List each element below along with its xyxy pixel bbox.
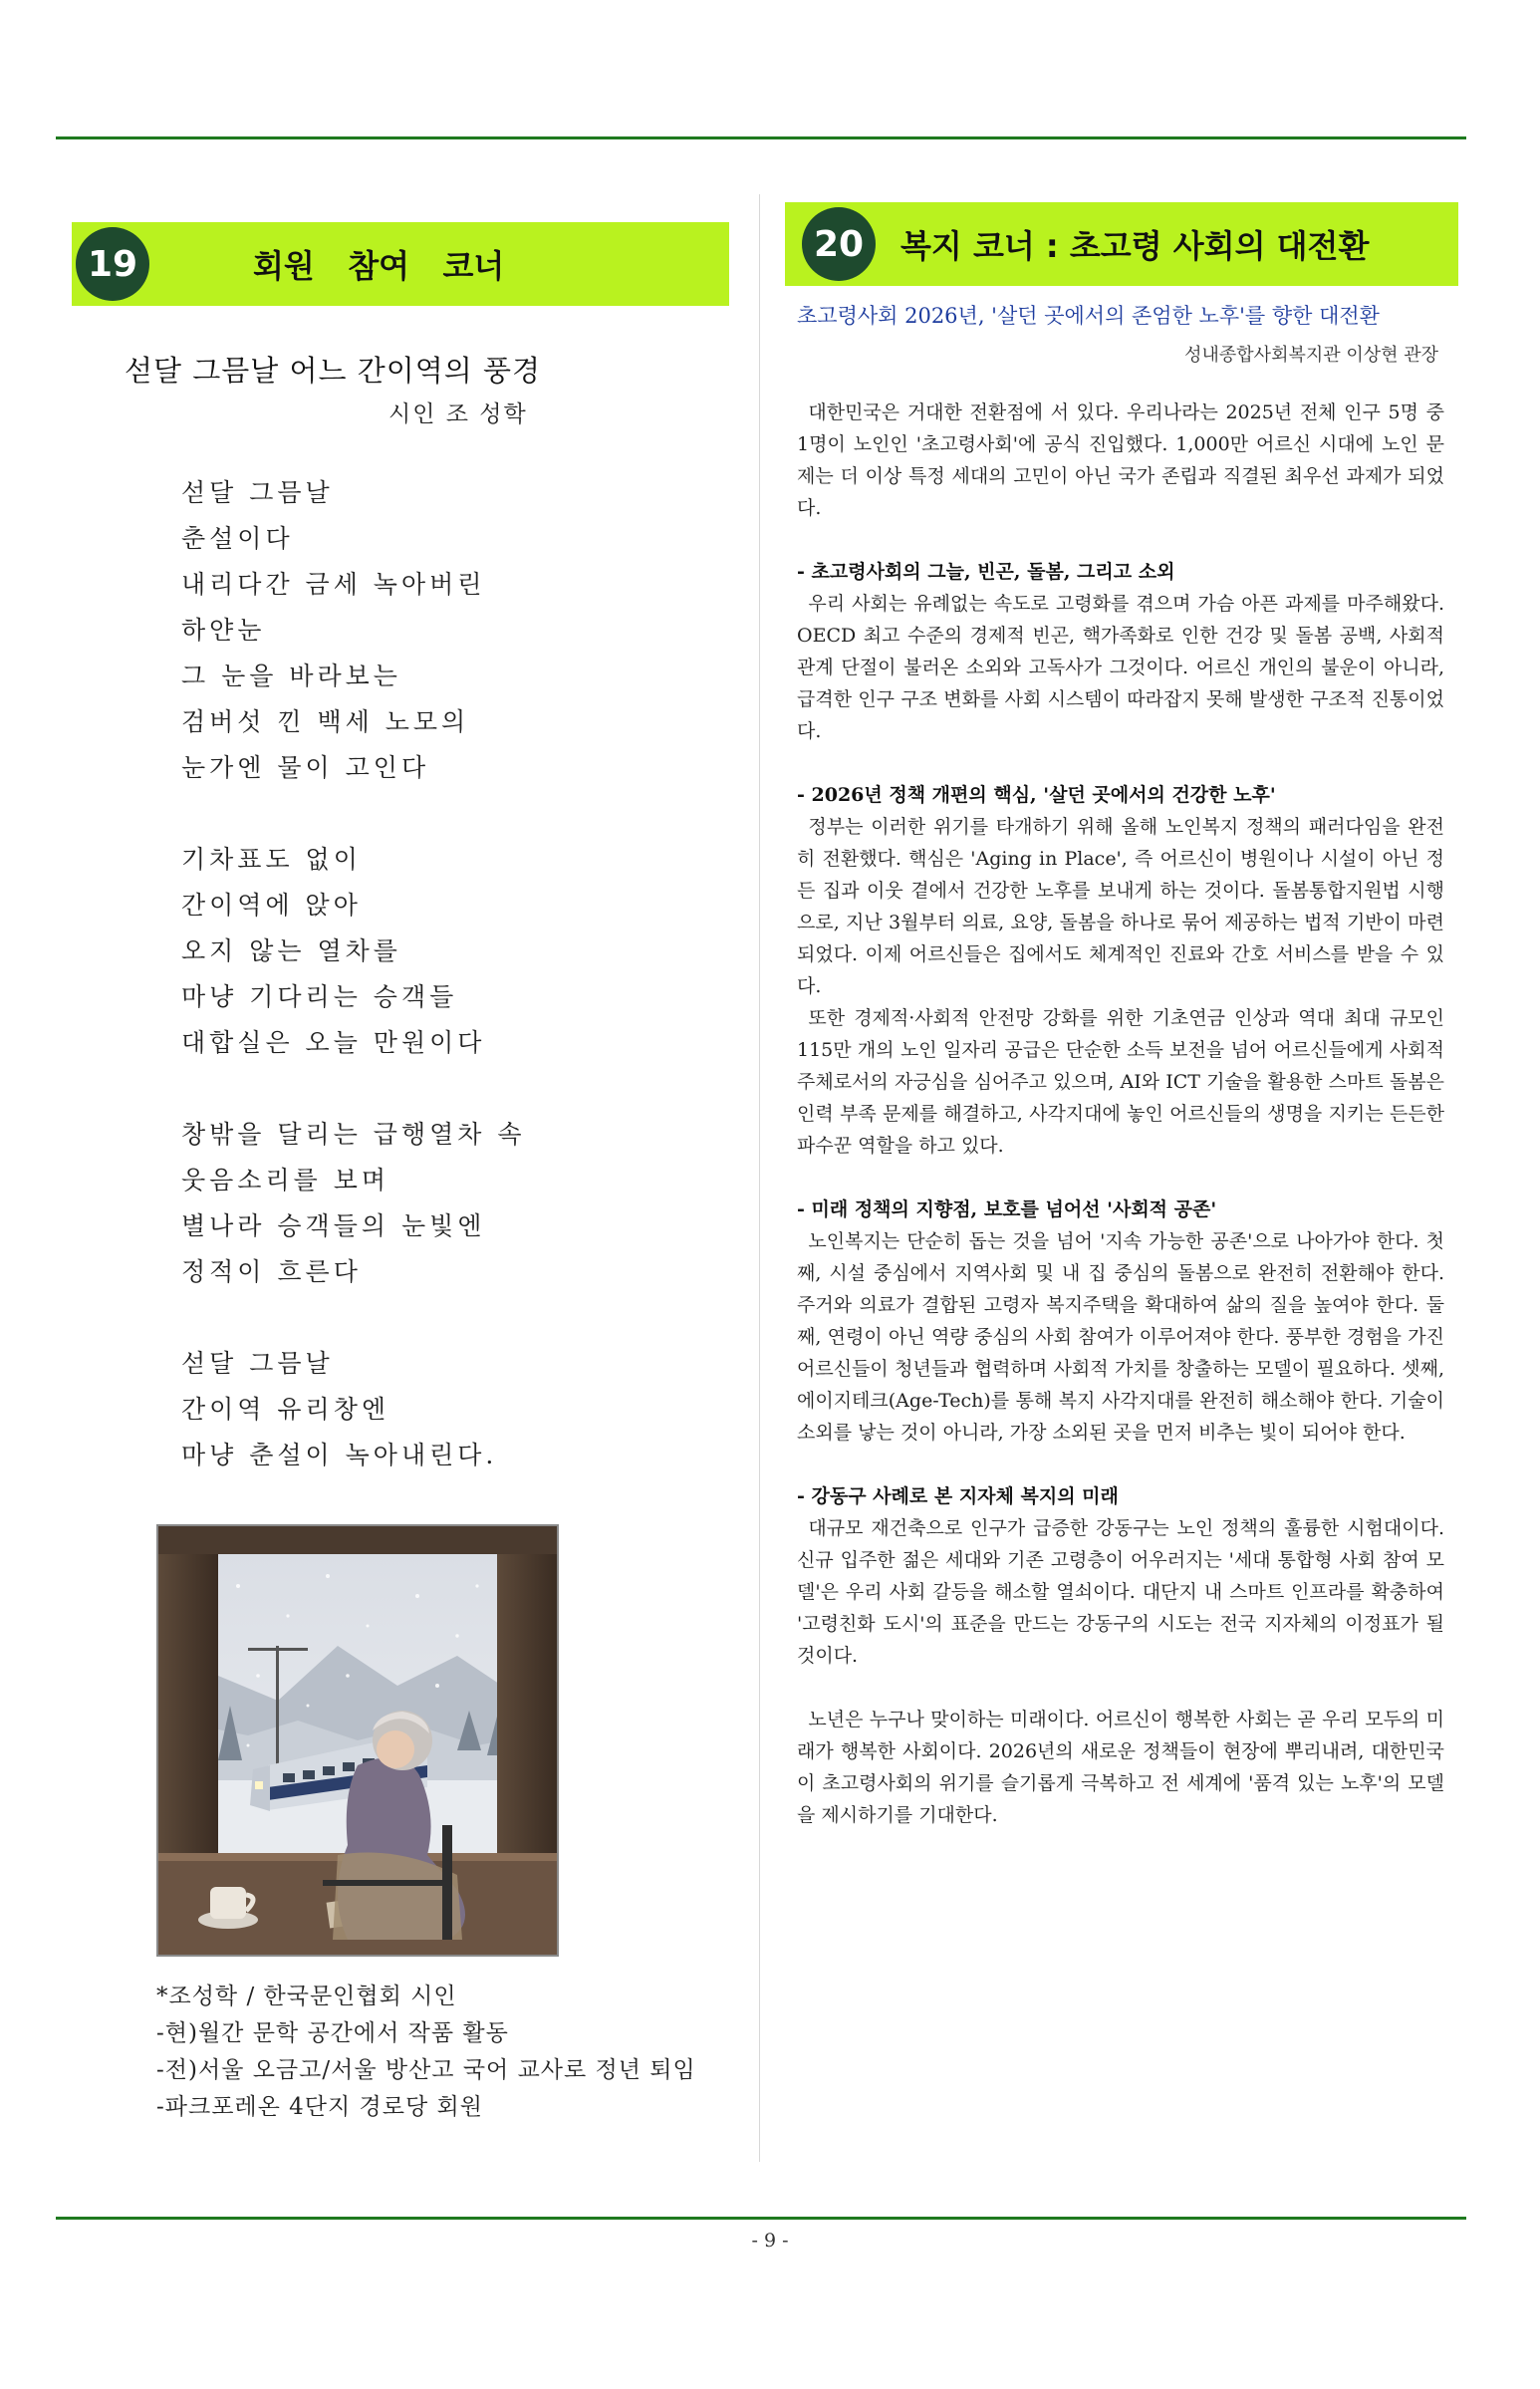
- poem-line: 검버섯 낀 백세 노모의: [181, 707, 470, 736]
- poem-line: 정적이 흐른다: [181, 1257, 362, 1286]
- poem-line: 창밖을 달리는 급행열차 속: [181, 1120, 526, 1149]
- poem-line: 오지 않는 열차를: [181, 936, 401, 965]
- paragraph-spacer: [797, 1672, 1444, 1704]
- stanza-break: [181, 791, 526, 837]
- bottom-rule: [56, 2217, 1466, 2220]
- article-subheading: - 초고령사회의 그늘, 빈곤, 돌봄, 그리고 소외: [797, 561, 1175, 583]
- article-paragraph: 또한 경제적·사회적 안전망 강화를 위한 기초연금 인상과 역대 최대 규모인 115만 개의 노인 일자리 공급은 단순한 소득 보전을 넘어 어르신들에게 사회적 주체로서의 자긍심을 심어주고 있으며, AI와 ICT 기술을 활용한 스마트 돌봄은 인력 부족 문제를 해결하고, 사각지대에 놓인 어르신들의 생명을 지키는 든든한 파수꾼 역할을 하고 있다.: [797, 1007, 1444, 1157]
- article-paragraph: 우리 사회는 유례없는 속도로 고령화를 겪으며 가슴 아픈 과제를 마주해왔다. OECD 최고 수준의 경제적 빈곤, 핵가족화로 인한 건강 및 돌봄 공백, 사회적 관계 단절이 불러온 소외와 고독사가 그것이다. 어르신 개인의 불운이 아니라, 급격한 인구 구조 변화를 사회 시스템이 따라잡지 못해 발생한 구조적 진통이었다.: [797, 593, 1444, 742]
- poem-line: 섣달 그믐날: [181, 1349, 334, 1378]
- section-19-number-badge: 19: [76, 227, 149, 301]
- poem-line: 마냥 춘설이 녹아내린다.: [181, 1441, 498, 1469]
- poem-line: 기차표도 없이: [181, 845, 362, 874]
- poem-line: 그 눈을 바라보는: [181, 662, 401, 690]
- section-20-number-badge: 20: [802, 207, 876, 281]
- paragraph-spacer: [797, 1162, 1444, 1194]
- article-paragraph: 노년은 누구나 맞이하는 미래이다. 어르신이 행복한 사회는 곧 우리 모두의 미래가 행복한 사회이다. 2026년의 새로운 정책들이 현장에 뿌리내려, 대한민국이 초고령사회의 위기를 슬기롭게 극복하고 전 세계에 '품격 있는 노후'의 모델을 제시하기를 기대한다.: [797, 1709, 1444, 1826]
- bio-line: *조성학 / 한국문인협회 시인: [156, 1984, 457, 2009]
- article-subheading: - 미래 정책의 지향점, 보호를 넘어선 '사회적 공존': [797, 1198, 1217, 1220]
- poem-line: 섣달 그믐날: [181, 478, 334, 507]
- elderly-woman-at-window-illustration: [158, 1526, 557, 1955]
- bio-line: -전)서울 오금고/서울 방산고 국어 교사로 정년 퇴임: [156, 2057, 696, 2083]
- paragraph-spacer: [797, 524, 1444, 556]
- article-body: [797, 397, 1444, 1831]
- poem-illustration: [156, 1524, 559, 1957]
- section-20-title: 복지 코너 : 초고령 사회의 대전환: [900, 227, 1370, 265]
- paragraph-spacer: [797, 747, 1444, 779]
- poem-line: 별나라 승객들의 눈빛엔: [181, 1211, 486, 1240]
- poem-line: 대합실은 오늘 만원이다: [181, 1028, 486, 1057]
- bio-line: -현)월간 문학 공간에서 작품 활동: [156, 2020, 509, 2046]
- stanza-break: [181, 1295, 526, 1341]
- bio-line: -파크포레온 4단지 경로당 회원: [156, 2094, 483, 2120]
- poem-line: 웃음소리를 보며: [181, 1166, 389, 1194]
- article-paragraph: 노인복지는 단순히 돕는 것을 넘어 '지속 가능한 공존'으로 나아가야 한다. 첫째, 시설 중심에서 지역사회 및 내 집 중심의 돌봄으로 완전히 전환해야 한다. 주거와 의료가 결합된 고령자 복지주택을 확대하여 삶의 질을 높여야 한다. 둘째, 연령이 아닌 역량 중심의 사회 참여가 이루어져야 한다. 풍부한 경험을 가진 어르신들이 청년들과 협력하며 사회적 가치를 창출하는 모델이 필요하다. 셋째, 에이지테크(Age-Tech)를 통해 복지 사각지대를 완전히 해소해야 한다. 기술이 소외를 낳는 것이 아니라, 가장 소외된 곳을 먼저 비추는 빛이 되어야 한다.: [797, 1230, 1444, 1444]
- article-paragraph: 정부는 이러한 위기를 타개하기 위해 올해 노인복지 정책의 패러다임을 완전히 전환했다. 핵심은 'Aging in Place', 즉 어르신이 병원이나 시설이 아닌 정든 집과 이웃 곁에서 건강한 노후를 보내게 하는 것이다. 돌봄통합지원법 시행으로, 지난 3월부터 의료, 요양, 돌봄을 하나로 묶어 제공하는 법적 기반이 마련되었다. 이제 어르신들은 집에서도 체계적인 진료와 간호 서비스를 받을 수 있다.: [797, 816, 1444, 997]
- poem-line: 내리다간 금세 녹아버린: [181, 570, 486, 599]
- top-rule: [56, 136, 1466, 139]
- poet-bio: [156, 1979, 696, 2126]
- article-paragraph: 대규모 재건축으로 인구가 급증한 강동구는 노인 정책의 훌륭한 시험대이다. 신규 입주한 젊은 세대와 기존 고령층이 어우러지는 '세대 통합형 사회 참여 모델'은 우리 사회 갈등을 해소할 열쇠이다. 대단지 내 스마트 인프라를 확충하여 '고령친화 도시'의 표준을 만드는 강동구의 시도는 전국 지자체의 이정표가 될 것이다.: [797, 1517, 1444, 1667]
- column-divider: [759, 194, 760, 2162]
- poem-author: 시인 조 성학: [388, 401, 528, 427]
- article-subheading: - 강동구 사례로 본 지자체 복지의 미래: [797, 1485, 1119, 1507]
- poem-line: 마냥 기다리는 승객들: [181, 982, 458, 1011]
- poem-line: 간이역에 앉아: [181, 891, 362, 920]
- section-19-title: 회원 참여 코너: [253, 247, 505, 285]
- poem-body: [181, 470, 526, 1478]
- poem-title: 섣달 그믐날 어느 간이역의 풍경: [125, 354, 542, 388]
- page-number: - 9 -: [751, 2230, 789, 2252]
- poem-line: 춘설이다: [181, 524, 294, 553]
- article-paragraph: 대한민국은 거대한 전환점에 서 있다. 우리나라는 2025년 전체 인구 5명 중 1명이 노인인 '초고령사회'에 공식 진입했다. 1,000만 어르신 시대에 노인 문제는 더 이상 특정 세대의 고민이 아닌 국가 존립과 직결된 최우선 과제가 되었다.: [797, 401, 1444, 519]
- article-subheading: - 2026년 정책 개편의 핵심, '살던 곳에서의 건강한 노후': [797, 784, 1276, 806]
- poem-line: 간이역 유리창엔: [181, 1395, 389, 1424]
- article-byline: 성내종합사회복지관 이상현 관장: [1184, 345, 1438, 366]
- paragraph-spacer: [797, 1449, 1444, 1480]
- article-subtitle: 초고령사회 2026년, '살던 곳에서의 존엄한 노후'를 향한 대전환: [797, 304, 1380, 328]
- poem-line: 하얀눈: [181, 616, 266, 645]
- poem-line: 눈가엔 물이 고인다: [181, 753, 430, 782]
- stanza-break: [181, 1066, 526, 1112]
